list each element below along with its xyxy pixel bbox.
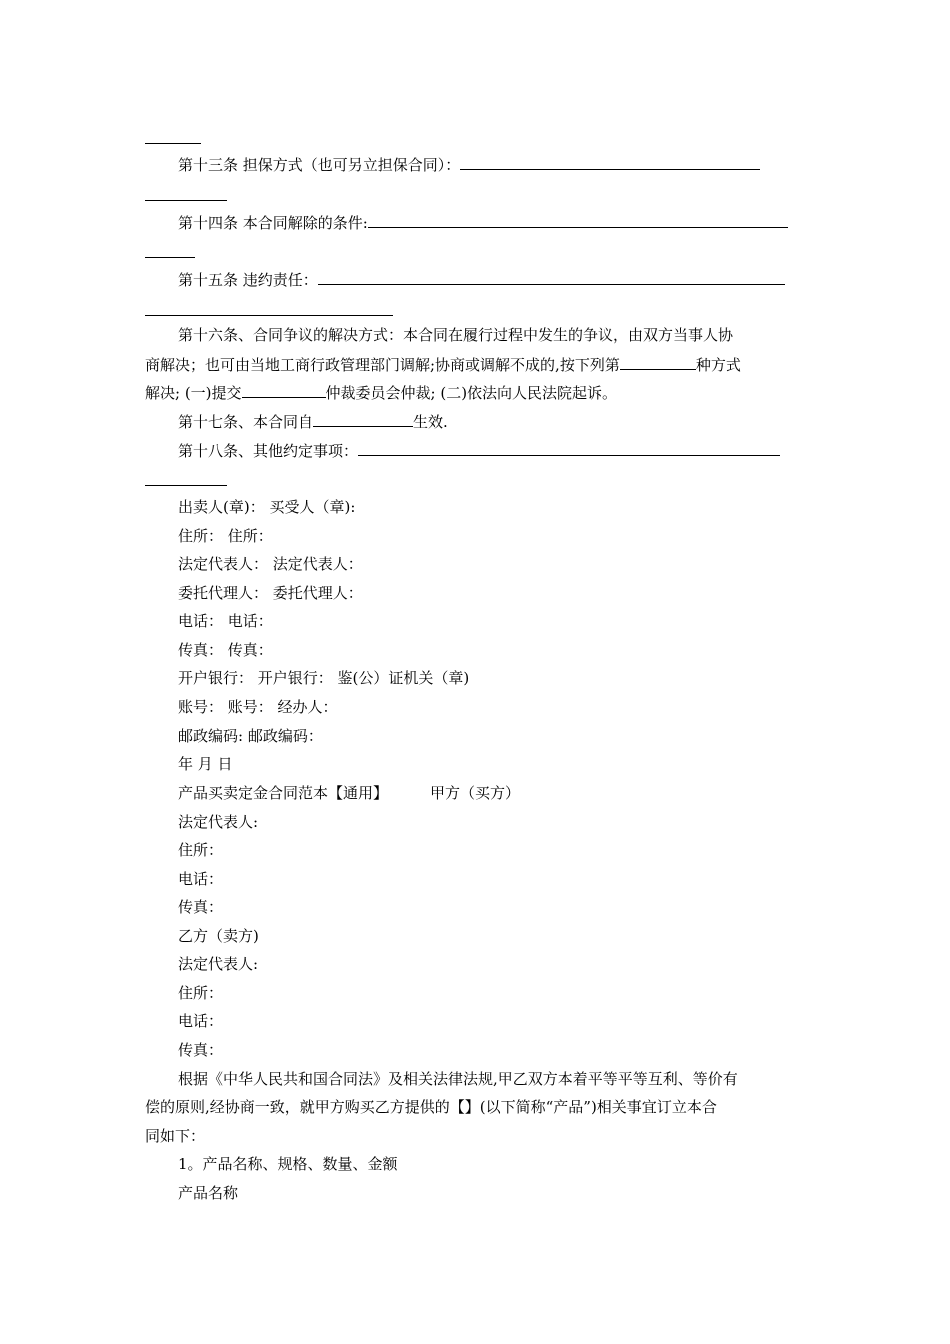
clause-18	[178, 440, 780, 461]
party-a-label: 甲方（买方）	[430, 784, 521, 802]
blank-line	[620, 354, 696, 370]
blank-line	[145, 315, 393, 316]
clause-16-text: 第十六条、合同争议的解决方式：本合同在履行过程中发生的争议，由双方当事人协	[178, 326, 734, 344]
party-b-legal-rep: 法定代表人:	[178, 955, 259, 973]
blank-line	[145, 200, 227, 201]
postcode-line: 邮政编码: 邮政编码：	[178, 727, 323, 745]
contract-title-line	[178, 783, 520, 803]
intro-paragraph-line-3: 同如下：	[145, 1127, 206, 1145]
party-a-fax: 传真：	[178, 898, 224, 916]
seller-buyer-line: 出卖人(章)： 买受人（章):	[178, 498, 356, 516]
blank-line	[145, 143, 201, 144]
clause-17	[178, 411, 448, 432]
blank-line	[145, 257, 195, 258]
clause-16-text: 仲裁委员会仲裁; (二)依法向人民法院起诉。	[325, 384, 618, 402]
agent-line: 委托代理人： 委托代理人：	[178, 584, 363, 602]
blank-line	[313, 411, 413, 427]
party-b-label: 乙方（卖方)	[178, 927, 259, 945]
party-b-fax: 传真：	[178, 1041, 224, 1059]
blank-line	[460, 154, 760, 170]
blank-line	[358, 440, 780, 456]
clause-16-line-3	[145, 382, 617, 403]
fax-line: 传真： 传真：	[178, 641, 273, 659]
clause-16-text: 解决; (一)提交	[145, 384, 242, 402]
clause-15-label: 第十五条 违约责任：	[178, 271, 318, 289]
address-line: 住所： 住所：	[178, 527, 273, 545]
contract-title: 产品买卖定金合同范本【通用】	[178, 784, 389, 802]
clause-17-text: 第十七条、本合同自	[178, 413, 314, 431]
clause-16-line-2	[145, 354, 741, 375]
account-line: 账号： 账号： 经办人：	[178, 698, 338, 716]
blank-line	[368, 212, 788, 228]
clause-16-text: 商解决；也可由当地工商行政管理部门调解;协商或调解不成的,按下列第	[145, 356, 620, 374]
product-name-label: 产品名称	[178, 1184, 239, 1202]
clause-13-label: 第十三条 担保方式（也可另立担保合同）：	[178, 156, 461, 174]
section-1-heading: 1。产品名称、规格、数量、金额	[178, 1155, 398, 1173]
party-a-phone: 电话：	[178, 870, 224, 888]
clause-16-text: 种方式	[695, 356, 741, 374]
party-b-phone: 电话：	[178, 1012, 224, 1030]
clause-17-text: 生效.	[413, 413, 448, 431]
party-a-address: 住所：	[178, 841, 224, 859]
intro-paragraph-line-2: 偿的原则,经协商一致，就甲方购买乙方提供的【】(以下简称“产品”)相关事宜订立本合	[145, 1098, 717, 1116]
clause-15	[178, 269, 785, 290]
party-a-legal-rep: 法定代表人:	[178, 813, 259, 831]
phone-line: 电话： 电话：	[178, 612, 273, 630]
blank-line	[145, 485, 227, 486]
blank-line	[242, 382, 326, 398]
clause-16-line-1	[178, 325, 733, 345]
legal-rep-line: 法定代表人： 法定代表人：	[178, 555, 363, 573]
clause-13	[178, 154, 760, 175]
clause-18-label: 第十八条、其他约定事项：	[178, 442, 359, 460]
bank-line: 开户银行： 开户银行： 鉴(公）证机关（章)	[178, 669, 470, 687]
intro-paragraph-line-1: 根据《中华人民共和国合同法》及相关法律法规,甲乙双方本着平等平等互利、等价有	[178, 1070, 738, 1088]
clause-14-label: 第十四条 本合同解除的条件:	[178, 214, 368, 232]
date-line: 年 月 日	[178, 755, 233, 773]
party-b-address: 住所：	[178, 984, 224, 1002]
blank-line	[318, 269, 785, 285]
clause-14	[178, 212, 788, 233]
